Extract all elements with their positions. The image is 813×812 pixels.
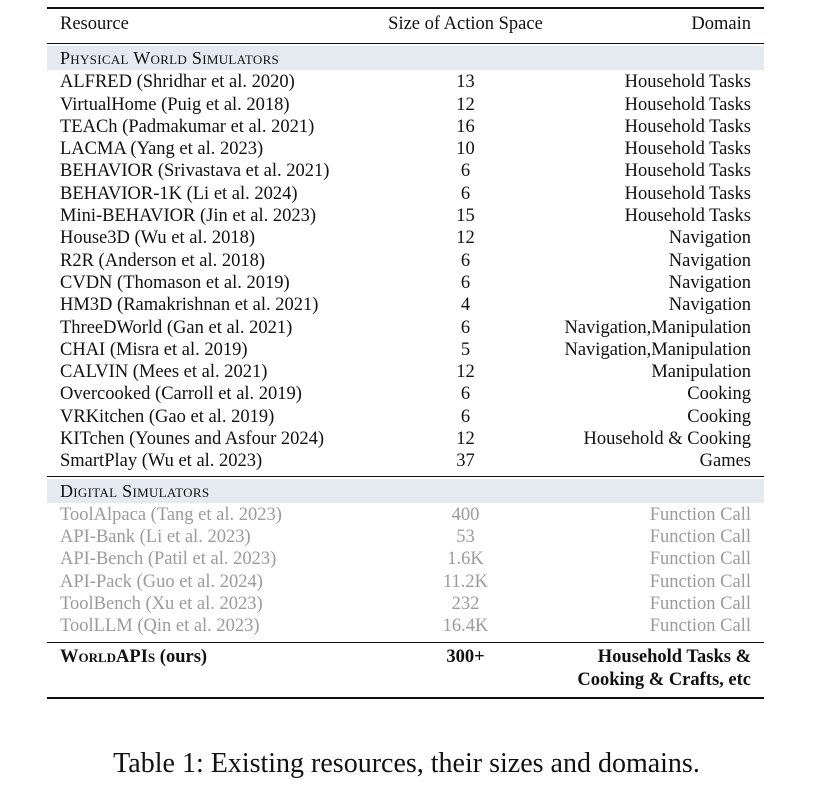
- cell-resource: ToolBench (Xu et al. 2023): [60, 593, 263, 614]
- cell-domain: Household & Cooking: [583, 429, 751, 450]
- cell-domain: Navigation: [668, 295, 751, 316]
- cell-resource: ToolAlpaca (Tang et al. 2023): [60, 504, 282, 525]
- cell-resource: HM3D (Ramakrishnan et al. 2021): [60, 295, 319, 316]
- section-physical-title: Physical World Simulators: [47, 46, 764, 70]
- cell-size: 6: [460, 161, 471, 182]
- ours-size: 300+: [446, 647, 485, 668]
- cell-domain: Games: [699, 451, 751, 472]
- cell-size: 4: [460, 295, 471, 316]
- table-row: [47, 272, 764, 294]
- resources-table: [47, 7, 764, 699]
- cell-domain: Navigation: [668, 228, 751, 249]
- cell-size: 16: [456, 116, 475, 137]
- cell-domain: Function Call: [649, 616, 751, 637]
- cell-size: 6: [460, 406, 471, 427]
- cell-domain: Household Tasks: [624, 116, 751, 137]
- cell-resource: House3D (Wu et al. 2018): [60, 228, 255, 249]
- cell-size: 12: [456, 362, 475, 383]
- cell-resource: Mini-BEHAVIOR (Jin et al. 2023): [60, 206, 317, 227]
- cell-resource: CALVIN (Mees et al. 2021): [60, 362, 268, 383]
- cell-domain: Household Tasks: [624, 206, 751, 227]
- cell-resource: BEHAVIOR (Srivastava et al. 2021): [60, 161, 330, 182]
- physical-simulators-rows: [47, 71, 764, 472]
- cell-size: 12: [456, 429, 475, 450]
- cell-size: 6: [460, 272, 471, 293]
- cell-resource: VirtualHome (Puig et al. 2018): [60, 94, 290, 115]
- cell-domain: Household Tasks: [624, 94, 751, 115]
- ours-name: WorldAPIs: [60, 647, 156, 668]
- table-row: [47, 94, 764, 116]
- cell-resource: VRKitchen (Gao et al. 2019): [60, 406, 275, 427]
- table-row: [47, 339, 764, 361]
- cell-resource: BEHAVIOR-1K (Li et al. 2024): [60, 183, 298, 204]
- table-row: [47, 615, 764, 637]
- cell-size: 12: [456, 94, 475, 115]
- ours-suffix: (ours): [155, 647, 208, 668]
- bottom-rule: [47, 697, 764, 699]
- cell-size: 37: [456, 451, 475, 472]
- table-row: [47, 428, 764, 450]
- cell-domain: Navigation: [668, 272, 751, 293]
- cell-resource: CHAI (Misra et al. 2019): [60, 339, 248, 360]
- cell-resource: LACMA (Yang et al. 2023): [60, 139, 264, 160]
- cell-size: 400: [451, 504, 480, 525]
- cell-domain: Household Tasks: [624, 72, 751, 93]
- digital-simulators-rows: [47, 504, 764, 638]
- cell-size: 11.2K: [442, 571, 489, 592]
- cell-resource: SmartPlay (Wu et al. 2023): [60, 451, 263, 472]
- table-row: [47, 160, 764, 182]
- cell-size: 16.4K: [442, 616, 489, 637]
- header-size: Size of Action Space: [388, 14, 543, 34]
- table-row: [47, 138, 764, 160]
- cell-resource: ToolLLM (Qin et al. 2023): [60, 616, 260, 637]
- cell-size: 1.6K: [447, 549, 484, 570]
- cell-resource: R2R (Anderson et al. 2018): [60, 250, 266, 271]
- cell-resource: API-Bench (Patil et al. 2023): [60, 549, 277, 570]
- table-caption: Table 1: Existing resources, their sizes and domains.: [113, 748, 700, 779]
- cell-domain: Cooking: [687, 384, 751, 405]
- table-header: [47, 9, 764, 43]
- ours-domain: Household Tasks & Cooking & Crafts, etc: [577, 647, 751, 690]
- cell-domain: Navigation,Manipulation: [564, 317, 751, 338]
- cell-size: 15: [456, 206, 475, 227]
- cell-domain: Function Call: [649, 526, 751, 547]
- table-row: [47, 71, 764, 93]
- header-rule: [47, 43, 764, 44]
- cell-domain: Household Tasks: [624, 161, 751, 182]
- table-row: [47, 406, 764, 428]
- cell-resource: KITchen (Younes and Asfour 2024): [60, 429, 325, 450]
- header-resource: Resource: [60, 14, 129, 34]
- table-row: [47, 317, 764, 339]
- cell-resource: Overcooked (Carroll et al. 2019): [60, 384, 302, 405]
- table-row: [47, 250, 764, 272]
- table-row: [47, 548, 764, 570]
- table-row: [47, 183, 764, 205]
- cell-resource: ALFRED (Shridhar et al. 2020): [60, 72, 295, 93]
- cell-resource: ThreeDWorld (Gan et al. 2021): [60, 317, 293, 338]
- table-row: [47, 450, 764, 472]
- cell-size: 6: [460, 384, 471, 405]
- cell-domain: Function Call: [649, 571, 751, 592]
- cell-domain: Manipulation: [651, 362, 751, 383]
- table-row: [47, 116, 764, 138]
- cell-domain: Navigation: [668, 250, 751, 271]
- header-domain: Domain: [691, 14, 751, 34]
- cell-size: 13: [456, 72, 475, 93]
- table-row: [47, 294, 764, 316]
- ours-row: [47, 643, 764, 697]
- table-row: [47, 526, 764, 548]
- cell-domain: Function Call: [649, 549, 751, 570]
- cell-domain: Navigation,Manipulation: [564, 339, 751, 360]
- table-row: [47, 571, 764, 593]
- cell-resource: TEACh (Padmakumar et al. 2021): [60, 116, 315, 137]
- section-digital-title: Digital Simulators: [47, 479, 764, 503]
- cell-size: 232: [451, 593, 480, 614]
- cell-size: 6: [460, 250, 471, 271]
- table-row: [47, 205, 764, 227]
- ours-resource: [60, 646, 383, 668]
- cell-resource: CVDN (Thomason et al. 2019): [60, 272, 290, 293]
- cell-resource: API-Pack (Guo et al. 2024): [60, 571, 263, 592]
- cell-size: 53: [456, 526, 475, 547]
- cell-resource: API-Bank (Li et al. 2023): [60, 526, 251, 547]
- table-row: [47, 227, 764, 249]
- table-row: [47, 361, 764, 383]
- cell-size: 5: [460, 339, 471, 360]
- cell-size: 10: [456, 139, 475, 160]
- cell-size: 6: [460, 183, 471, 204]
- cell-domain: Function Call: [649, 504, 751, 525]
- cell-domain: Cooking: [687, 406, 751, 427]
- cell-domain: Household Tasks: [624, 183, 751, 204]
- section-rule: [47, 476, 764, 477]
- cell-size: 6: [460, 317, 471, 338]
- cell-domain: Function Call: [649, 593, 751, 614]
- table-row: [47, 504, 764, 526]
- table-row: [47, 383, 764, 405]
- cell-size: 12: [456, 228, 475, 249]
- table-row: [47, 593, 764, 615]
- cell-domain: Household Tasks: [624, 139, 751, 160]
